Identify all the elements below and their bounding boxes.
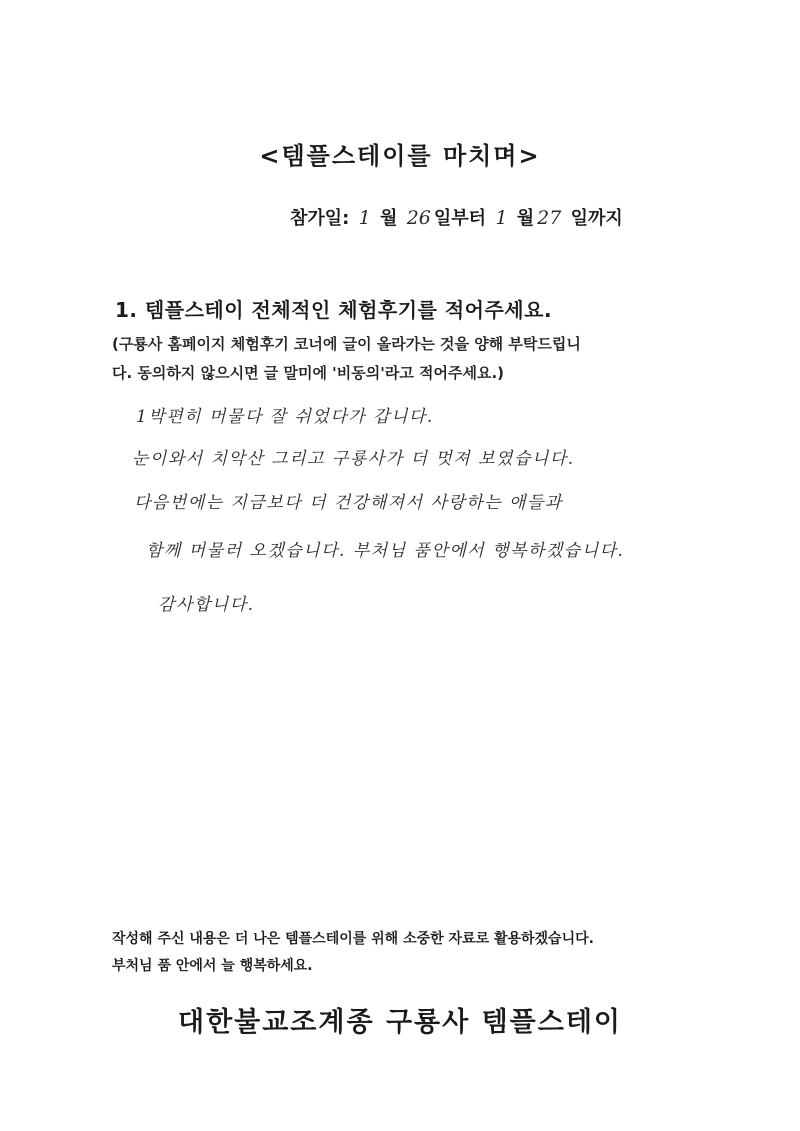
footer-note: [112, 926, 594, 980]
instruction-line-1: (구룡사 홈페이지 체험후기 코너에 글이 올라가는 것을 양해 부탁드립니: [112, 335, 581, 353]
start-day-value: 26: [406, 207, 431, 229]
question-instruction: [112, 330, 712, 388]
answer-line-2: 눈이와서 치악산 그리고 구룡사가 더 멋져 보였습니다.: [132, 449, 575, 469]
end-day-unit: 일까지: [570, 208, 623, 229]
answer-line-3: 다음번에는 지금보다 더 건강해져서 사랑하는 애들과: [134, 493, 563, 513]
participation-label: 참가일:: [290, 208, 350, 229]
form-title: <템플스테이를 마치며>: [259, 142, 541, 170]
end-month-value: 1: [495, 207, 508, 229]
answer-line-4: 함께 머물러 오겠습니다. 부처님 품안에서 행복하겠습니다.: [146, 541, 625, 561]
start-day-unit: 일부터: [433, 208, 487, 229]
participation-dates: [290, 204, 623, 230]
end-day-value: 27: [537, 207, 562, 229]
answer-line-1: 1박편히 머물다 잘 쉬었다가 갑니다.: [136, 407, 434, 427]
end-month-unit: 월: [516, 208, 535, 229]
footer-line-2: 부처님 품 안에서 늘 행복하세요.: [112, 958, 313, 974]
start-month-value: 1: [358, 207, 371, 229]
instruction-line-2: 다. 동의하지 않으시면 글 말미에 '비동의'라고 적어주세요.): [112, 364, 505, 382]
organization-name: 대한불교조계종 구룡사 템플스테이: [177, 1007, 623, 1038]
answer-line-5: 감사합니다.: [158, 595, 255, 615]
footer-line-1: 작성해 주신 내용은 더 나은 템플스테이를 위해 소중한 자료로 활용하겠습니다.: [112, 931, 594, 947]
question-heading: 1. 템플스테이 전체적인 체험후기를 적어주세요.: [115, 298, 553, 322]
start-month-unit: 월: [380, 208, 398, 229]
